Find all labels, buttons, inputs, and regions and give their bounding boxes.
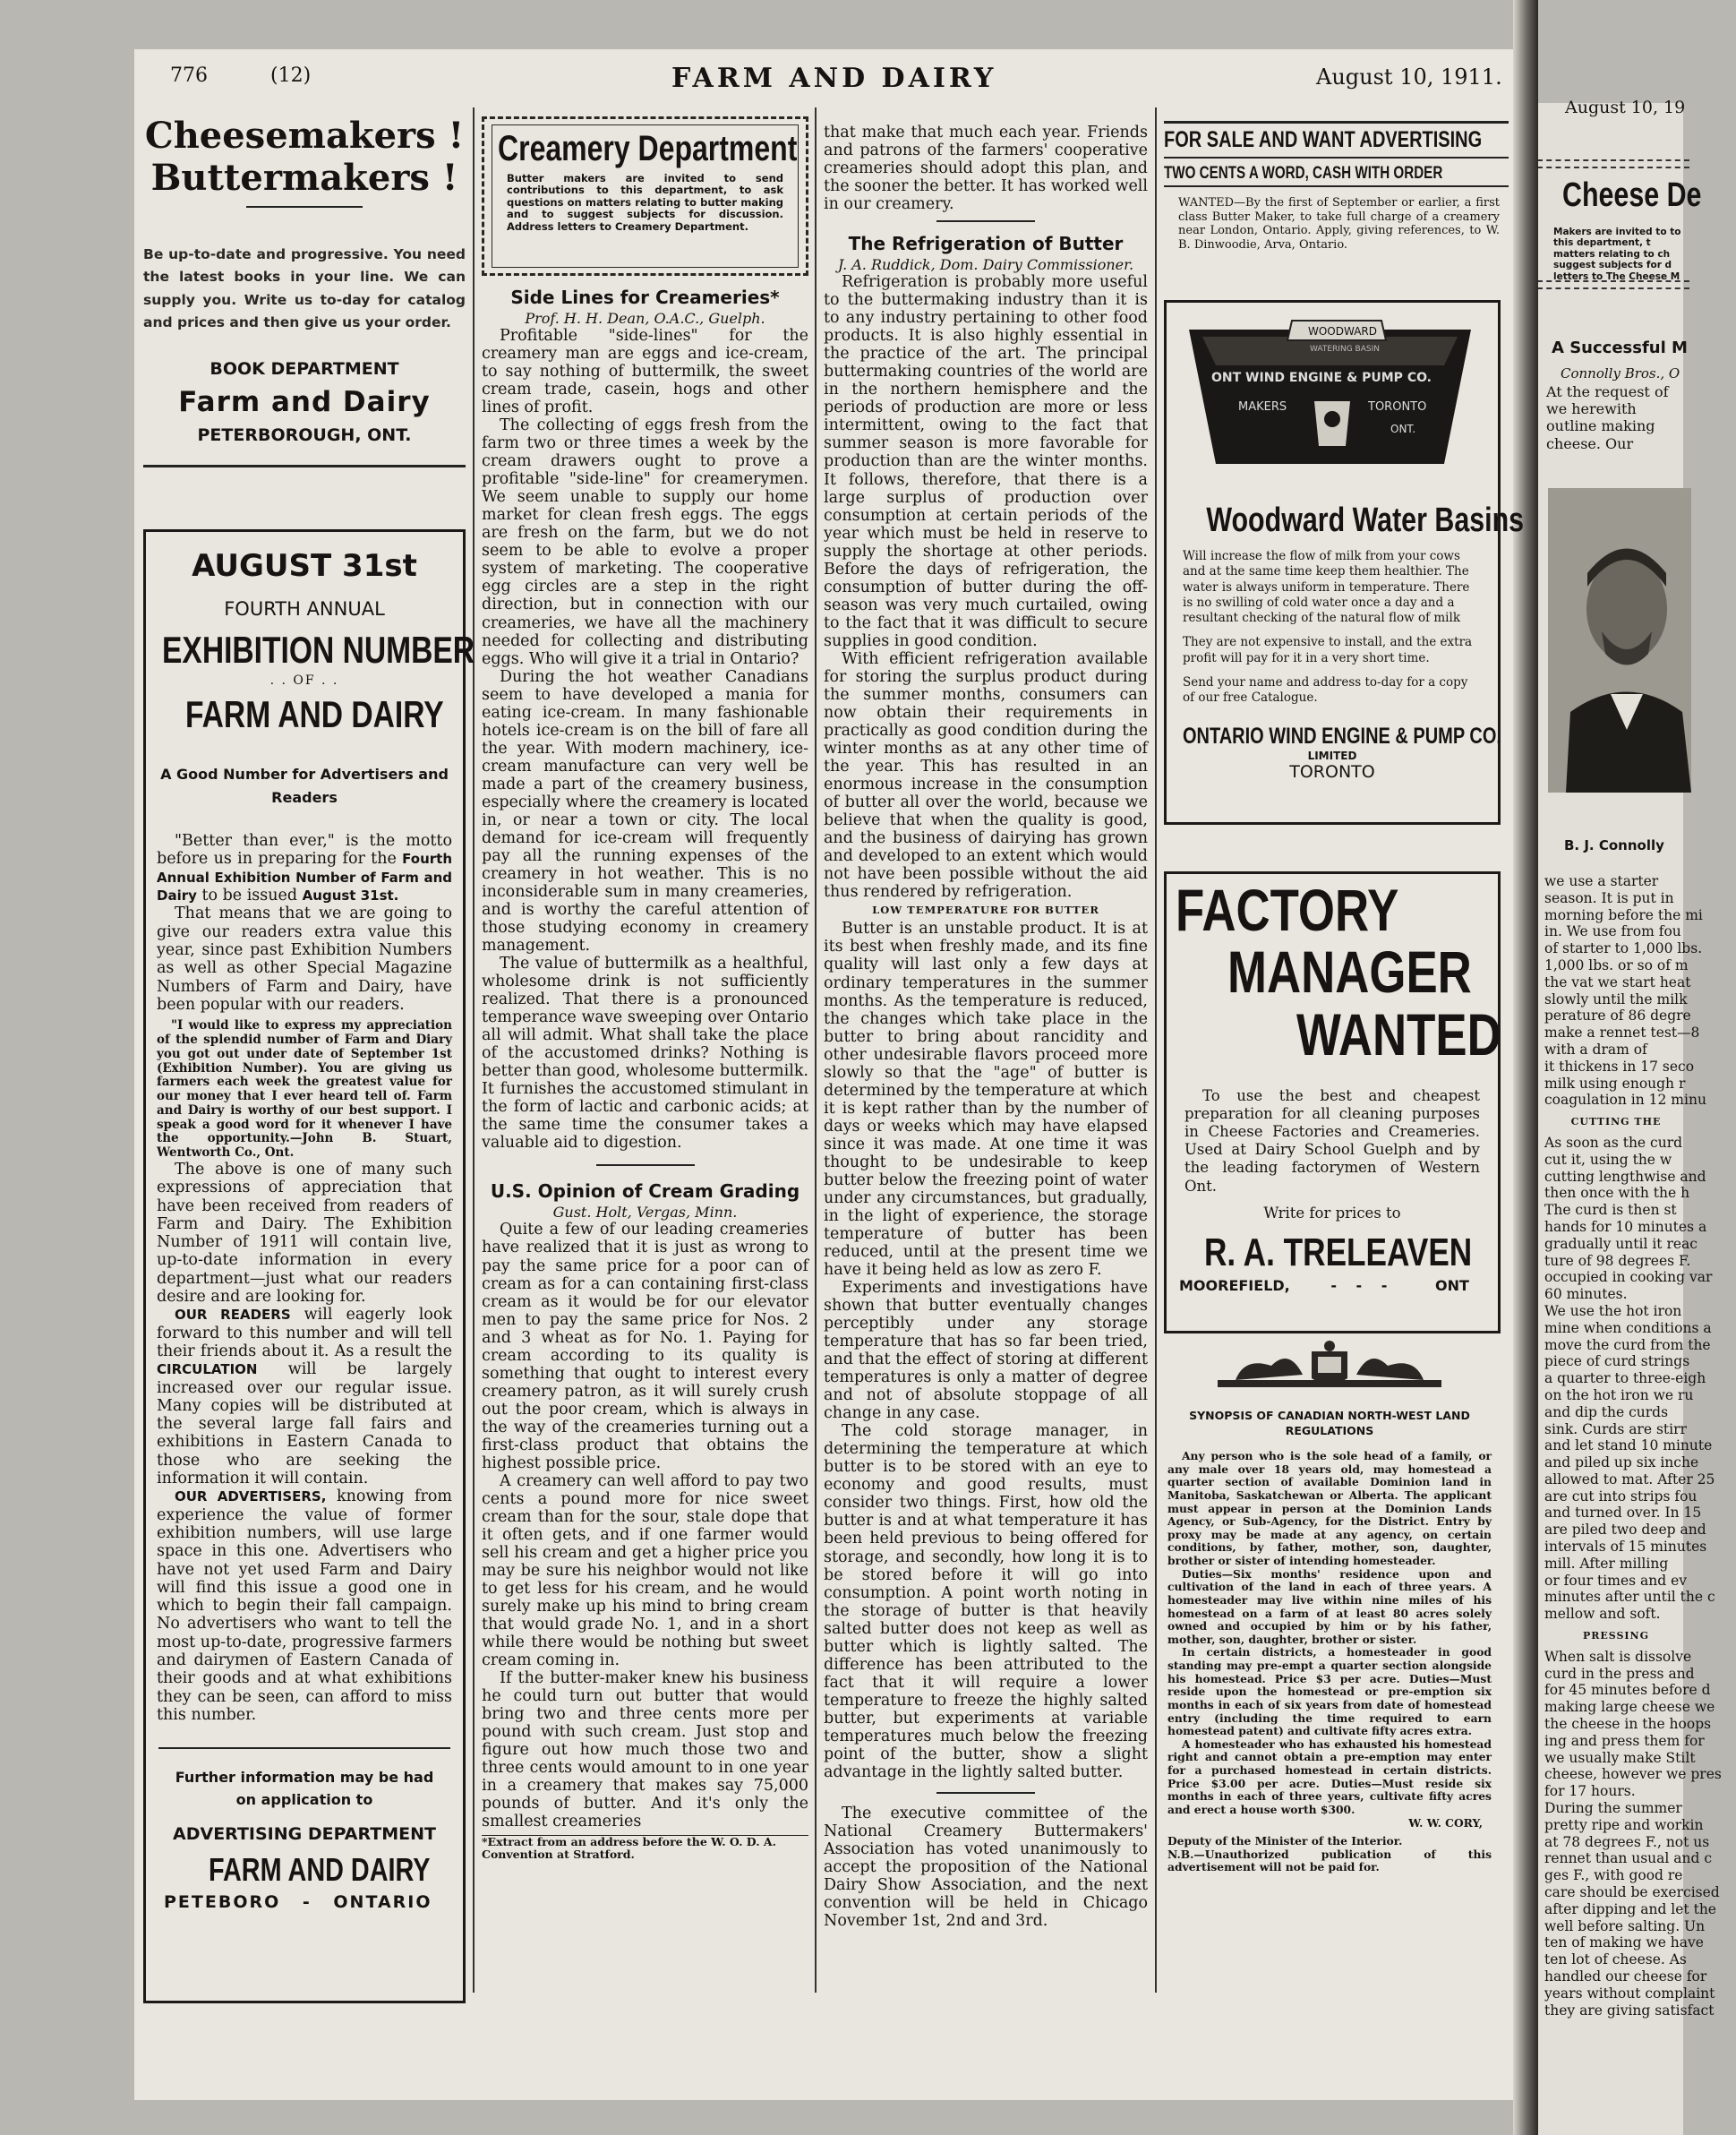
further-info: Further information may be had on application to: [175, 1769, 434, 1808]
text-line: then once with the h: [1544, 1185, 1690, 1202]
column-rule: [473, 107, 475, 1993]
right-article-title: A Successful M: [1552, 339, 1688, 357]
subhead: LOW TEMPERATURE FOR BUTTER: [872, 904, 1099, 917]
adjacent-page-date: August 10, 19: [1565, 98, 1686, 117]
portrait-caption: B. J. Connolly: [1564, 837, 1664, 853]
divider: [936, 1792, 1035, 1794]
factory-text: To use the best and cheapest preparation for all cleaning purposes in Cheese Factories and Creameries. Used at Dairy School Guelph and by the leading factorymen of Western Ont.: [1184, 1086, 1480, 1195]
woodward-text: Will increase the flow of milk from your cows and at the same time keep them healthier. The water is always uniform in temperature. There is no swilling of cold water once a day and a resultant checking of the natural flow of milk: [1183, 549, 1470, 626]
creamery-dept-box: [482, 116, 808, 276]
article-paragraph: A creamery can well afford to pay two cents a pound more for nice sweet cream than for the sour, stale dope that it often gets, and if one farmer would sell his cream and get a higher price you may be sure his neighbor would not like to get less for his cream, and he would surely make up his mind to bring cream that would grade No. 1, and in a short while there would be nothing but sweet cream coming in.: [482, 1471, 808, 1670]
city-dash: -: [302, 1891, 312, 1912]
text-line: of starter to 1,000 lbs.: [1544, 940, 1703, 957]
article-title: The Refrigeration of Butter: [848, 233, 1124, 255]
article-paragraph: During the hot weather Canadians seem to have developed a mania for eating ice-cream. In many fashionable hotels ice-cream is on the bill of fare all the year. With modern machinery, ice-cream manufacture can very well be made a part of the creamery business, especially where the creamery is located in, or near a town or city. The local demand for ice-cream will frequently pay all the running expenses of the creamery in hot weather. This is no inconsiderable sum in many creameries, and is worthy the careful attention of those studying economy in creamery management.: [482, 667, 808, 956]
factory-manager-ad: [1164, 871, 1501, 1333]
text-line: care should be exercised: [1544, 1884, 1720, 1901]
subhead: CUTTING THE: [1570, 1116, 1662, 1128]
creamery-dept-note: Butter makers are invited to send contributions to this department, to ask questions on matters relating to butter making and to suggest subjects for discussion. Address letters to Creamery Department.: [507, 172, 783, 233]
text-line: ture of 98 degrees F.: [1544, 1252, 1691, 1269]
farm-and-dairy-footer: FARM AND DAIRY: [209, 1850, 431, 1888]
divider: [246, 206, 363, 208]
basin-maker: ONT WIND ENGINE & PUMP CO.: [1211, 371, 1432, 385]
text-line: season. It is put in: [1544, 889, 1674, 906]
article-paragraph: If the butter-maker knew his business he could turn out butter that would bring two and three cents more per pound with such cream. Just stop and figure out how much those two and three cents would amount to in one year in a creamery that makes say 75,000 pounds of butter. And it's only the smallest creameries: [482, 1669, 808, 1831]
text-line: cutting lengthwise and: [1544, 1168, 1706, 1185]
write-for-prices: Write for prices to: [1263, 1204, 1401, 1222]
text-line: mine when conditions a: [1544, 1319, 1712, 1336]
text-line: milk using enough r: [1544, 1075, 1686, 1092]
text-line: move the curd from the: [1544, 1336, 1711, 1353]
issue-date: August 10, 1911.: [1316, 64, 1502, 90]
text-line: the cheese in the hoops: [1544, 1716, 1712, 1733]
column-1: [143, 115, 475, 2004]
woodward-text: Send your name and address to-day for a copy of our free Catalogue.: [1183, 674, 1468, 706]
portrait-icon: [1548, 488, 1691, 793]
text-line: morning before the mi: [1544, 906, 1703, 923]
page-gutter-shadow: [1513, 0, 1538, 2135]
article-author: Prof. H. H. Dean, O.A.C., Guelph.: [525, 310, 765, 327]
text-line: a quarter to three-eigh: [1544, 1370, 1706, 1387]
continued-text: that make that much each year. Friends and patrons of the farmers' cooperative creameries should adopt this plan, and the sooner the better. It has worked well in our creamery.: [824, 124, 1148, 214]
text-line: and turned over. In 15: [1544, 1505, 1702, 1522]
box-paragraph-readers: OUR READERS will eagerly look forward to this number and will tell their friends about it. As a result the CIRCULATION will be largely increased over our regular issue. Many copies will be distributed at the several large fall fairs and exhibitions in Eastern Canada to those who are seeking the information it will contain.: [157, 1306, 452, 1488]
article-paragraph: Butter is an unstable product. It is at its best when freshly made, and its fine quality will last only a few days at ordinary temperatures in the summer months. As the temperature is reduced, the changes which take place in the butter to bring about rancidity and other undesirable flavors proceed more slowly so that the "age" of butter is determined by the temperature at which it is kept rather than by the number of days or weeks which may have elapsed since it was made. At one time it was thought to be undesirable to keep butter below the freezing point of water under any circumstances, but gradually, in the light of experience, the storage temperature of butter has been reduced, until at the present time we have it being held as low as zero F.: [824, 920, 1148, 1279]
text-line: gradually until it reac: [1544, 1235, 1698, 1252]
box-paragraph-3: The above is one of many such expressions of appreciation that have been received from readers of Farm and Dairy. The Exhibition Number of 1911 will contain live, up-to-date information in every department—just what our readers desire and are looking for.: [157, 1160, 452, 1307]
article-title: U.S. Opinion of Cream Grading: [490, 1180, 800, 1203]
of-label: . . OF . .: [269, 673, 339, 688]
city: PETERBOROUGH, ONT.: [197, 424, 412, 445]
exhibition-date: AUGUST 31st: [192, 548, 417, 584]
dept-border-bottom: [1537, 280, 1689, 289]
divider: [1164, 185, 1509, 187]
text-line: years without complaint: [1544, 1985, 1715, 2002]
text-line: handled our cheese for: [1544, 1968, 1707, 1985]
city-right: ONTARIO: [333, 1891, 432, 1912]
text-line: We use the hot iron: [1544, 1302, 1682, 1319]
column-3: [824, 124, 1148, 2004]
woodward-text: They are not expensive to install, and the extra profit will pay for it in a very short time.: [1183, 635, 1473, 665]
text-line: cheese, however we pres: [1544, 1766, 1722, 1783]
text-line: for 17 hours.: [1544, 1783, 1636, 1800]
adjacent-page: [1526, 98, 1722, 2135]
text-line: in. We use from fou: [1544, 923, 1681, 940]
text-line: mellow and soft.: [1544, 1606, 1661, 1623]
testimonial-quote: "I would like to express my appreciation of the splendid number of Farm and Diary you got out under date of September 1st (Exhibition Number). You are giving us farmers each week the greatest value for our money that I ever heard tell of. Farm and Dairy is worthy of our best support. I speak a good word for it whenever I have the opportunity.—John B. Stuart, Wentworth Co., Ont.: [157, 1018, 452, 1161]
synopsis-paragraph: In certain districts, a homesteader in good standing may pre-empt a quarter section alongside his homestead. Price $3 per acre. Duties—Must reside upon the homestead or pre-emption six months in each of six years from date of homestead entry (including the time required to earn homestead patent) and cultivate fifty acres extra.: [1167, 1645, 1492, 1738]
article-paragraph: The value of buttermilk as a healthful, wholesome drink is not sufficiently realized. That there is a pronounced temperance wave sweeping over Ontario all will admit. What shall take the place of the accustomed drinks? Nothing is better than good, wholesome buttermilk. It furnishes the accustomed stimulant in the form of lactic and carbonic acids; at the same time the consumer takes a valuable aid to digestion.: [482, 955, 808, 1153]
basin-city: TORONTO: [1368, 400, 1427, 414]
text-line: and let stand 10 minute: [1544, 1437, 1713, 1454]
toronto: TORONTO: [1289, 762, 1375, 783]
text-line: coagulation in 12 minu: [1544, 1092, 1706, 1109]
article-paragraph: Experiments and investigations have shown that butter eventually changes perceptibly under any storage temperature that has so far been tried, and that the effect of storing at different temperatures is only a matter of degree and not of absolute stoppage of all change in any case.: [824, 1279, 1148, 1423]
synopsis-paragraph: Duties—Six months' residence upon and cultivation of the land in each of three years. A homesteader may live within nine miles of his homestead on a farm of at least 80 acres solely owned and occupied by him or by his father, mother, son, daughter, brother or sister.: [1167, 1566, 1492, 1646]
text-line: allowed to mat. After 25: [1544, 1470, 1715, 1488]
box-paragraph-2: That means that we are going to give our readers extra value this year, since past Exhibition Numbers as well as other Special Magazine Numbers of Farm and Dairy, have been popular with our readers.: [157, 905, 452, 1014]
brand-name: Farm and Dairy: [178, 385, 431, 418]
text-line: When salt is dissolve: [1544, 1648, 1692, 1665]
text-line: it thickens in 17 seco: [1544, 1058, 1695, 1075]
text-line: ten of making we have: [1544, 1934, 1704, 1951]
text-line: 1,000 lbs. or so of m: [1544, 956, 1689, 973]
article-author: Gust. Holt, Vergas, Minn.: [552, 1204, 738, 1222]
article-paragraph: Refrigeration is probably more useful to the buttermaking industry than it is to any industry pertaining to other food products. It is also highly essential in the practice of the art. The principal buttermaking countries of the world are in the northern hemisphere and the periods of production are more or less intermittent, owing to the fact that summer season is more favorable for production than are the winter months. It follows, therefore, that there is a large surplus of production over consumption at certain periods of the year which must be held in reserve to supply the shortage at other periods. Before the days of refrigeration, the consumption of butter during the off-season was very much curtailed, owing to the fact that it was difficult to secure supplies in good condition.: [824, 273, 1148, 650]
portrait-photo: [1548, 488, 1691, 793]
page-header: [170, 64, 1522, 100]
cheese-dept-note: Makers are invited to to this department, t matters relating to ch suggest subjects for d letters to The Cheese M: [1553, 227, 1681, 282]
text-line: and dip the curds: [1544, 1403, 1669, 1420]
divider: [143, 465, 466, 467]
book-department: BOOK DEPARTMENT: [210, 358, 399, 379]
synopsis-title: SYNOPSIS OF CANADIAN NORTH-WEST LAND REGULATIONS: [1189, 1409, 1470, 1437]
land-regulations-ad: [1164, 1339, 1495, 1993]
article-paragraph: Profitable "side-lines" for the creamery man are eggs and ice-cream, to say nothing of buttermilk, the sweet cream trade, casein, hogs and other lines of profit.: [482, 327, 808, 417]
text-line: 60 minutes.: [1544, 1286, 1628, 1303]
coat-of-arms-icon: [1218, 1339, 1441, 1402]
limited: LIMITED: [1307, 750, 1357, 763]
right-article-intro: At the request of we herewith outline making cheese. Our: [1546, 383, 1669, 452]
article-author: J. A. Ruddick, Dom. Dairy Commissioner.: [837, 256, 1134, 274]
dept-border-top: [1537, 159, 1689, 168]
text-line: occupied in cooking var: [1544, 1269, 1713, 1286]
text-line: intervals of 15 minutes: [1544, 1539, 1707, 1556]
divider: [158, 1747, 450, 1749]
ad-title-cheesemakers: Cheesemakers !: [144, 115, 465, 157]
address-dots: - - -: [1330, 1276, 1395, 1294]
text-line: and piled up six inche: [1544, 1454, 1699, 1471]
ont: ONT: [1434, 1276, 1469, 1294]
column-rule: [815, 107, 817, 1993]
synopsis-deputy: Deputy of the Minister of the Interior.: [1167, 1834, 1403, 1848]
text-line: well before salting. Un: [1544, 1917, 1706, 1934]
manager-heading: MANAGER: [1227, 939, 1472, 1006]
box-paragraph-1: "Better than ever," is the motto before us in preparing for the Fourth Annual Exhibition Number of Farm and Dairy to be issued August 31st.: [157, 832, 452, 905]
divider: [936, 220, 1035, 222]
text-line: As soon as the curd: [1544, 1134, 1683, 1151]
column-rule: [1155, 107, 1157, 1993]
ad-title-buttermakers: Buttermakers !: [150, 157, 458, 200]
text-line: for 45 minutes before d: [1544, 1682, 1711, 1699]
text-line: curd in the press and: [1544, 1665, 1695, 1682]
article-paragraph: With efficient refrigeration available for storing the surplus product during the summer months, consumers can now obtain their requirements in practically as good condition during the winter months as at any other time of the year. This has resulted in an enormous increase in the consumption of butter all over the world, because we believe that when the quality is good, and the business of dairying has grown and developed to an extent which would not have been possible without the aid thus rendered by refrigeration.: [824, 649, 1148, 902]
exhibition-ad-box: [143, 529, 475, 2003]
fourth-annual: FOURTH ANNUAL: [224, 598, 385, 620]
city-left: PETEBORO: [164, 1891, 281, 1912]
text-line: are piled two deep and: [1544, 1522, 1706, 1539]
text-line: are cut into strips fou: [1544, 1488, 1698, 1505]
column-2: [482, 116, 808, 2006]
text-line: mill. After milling: [1544, 1555, 1669, 1572]
page-number: 776: [170, 64, 208, 87]
advertising-department: ADVERTISING DEPARTMENT: [173, 1823, 436, 1844]
text-line: slowly until the milk: [1544, 990, 1688, 1007]
text-line: at 78 degrees F., not us: [1544, 1833, 1710, 1850]
footnote: *Extract from an address before the W. O. D. A. Convention at Stratford.: [482, 1834, 776, 1861]
box-subtitle: A Good Number for Advertisers and Readers: [160, 766, 449, 806]
synopsis-note: N.B.—Unauthorized publication of this advertisement will not be paid for.: [1167, 1847, 1492, 1874]
text-line: on the hot iron we ru: [1544, 1386, 1694, 1403]
text-line: minutes after until the c: [1544, 1589, 1715, 1606]
synopsis-signature: W. W. CORY,: [1408, 1815, 1483, 1830]
synopsis-paragraph: A homesteader who has exhausted his homestead right and cannot obtain a pre-emption may enter for a purchased homestead in certain districts. Price $3.00 per acre. Duties—Must reside six months in each of three years, cultivate fifty acres and erect a house worth $300.: [1167, 1736, 1492, 1816]
for-sale-subtitle: TWO CENTS A WORD, CASH WITH ORDER: [1164, 164, 1443, 183]
basin-label-1: WOODWARD: [1308, 325, 1377, 338]
for-sale-title: FOR SALE AND WANT ADVERTISING: [1164, 127, 1483, 152]
ontario-wind-engine: ONTARIO WIND ENGINE & PUMP CO.: [1183, 724, 1501, 750]
moorefield: MOOREFIELD,: [1179, 1276, 1290, 1294]
text-line: sink. Curds are stirr: [1544, 1420, 1687, 1437]
classified-ad: WANTED—By the first of September or earlier, a first class Butter Maker, to take full charge of a creamery near London, Ontario. Apply, giving references, to W. B. Dinwoodie, Arva, Ontario.: [1178, 196, 1500, 252]
divider: [596, 1164, 695, 1166]
text-line: make a rennet test—8: [1544, 1025, 1700, 1042]
basin-makers: MAKERS: [1238, 400, 1287, 414]
treleaven-name: R. A. TRELEAVEN: [1204, 1230, 1473, 1274]
cheese-dept-title: Cheese De: [1562, 176, 1702, 214]
text-line: the vat we start heat: [1544, 973, 1691, 990]
text-line: we use a starter: [1544, 873, 1659, 889]
ad-text: Be up-to-date and progressive. You need the latest books in your line. We can supply you. Write us to-day for catalog and prices and then give us your order.: [143, 246, 466, 330]
text-line: hands for 10 minutes a: [1544, 1218, 1707, 1235]
article-title: Side Lines for Creameries*: [510, 287, 780, 308]
text-line: rennet than usual and c: [1544, 1850, 1713, 1867]
creamery-dept-title: Creamery Department: [498, 129, 798, 168]
text-line: ing and press them for: [1544, 1732, 1705, 1749]
text-line: after dipping and let the: [1544, 1900, 1716, 1917]
text-line: cut it, using the w: [1544, 1151, 1672, 1168]
basin-label-2: WATERING BASIN: [1310, 345, 1380, 354]
article-paragraph: The cold storage manager, in determining the temperature at which butter is to be stored with an eye to economy and good results, must consider two things. First, how old the butter is and at what temperature it has been held previous to being offered for storage, and secondly, how long it is to be stored before it will go into consumption. A point worth noting in the storage of butter is that heavily salted butter does not keep as well as butter which is lightly salted. The difference has been attributed to the fact that it will require a lower temperature to freeze the highly salted butter, but experiments at variable temperatures much below the freezing point of the butter, show a slight advantage in the lightly salted butter.: [824, 1422, 1148, 1781]
farm-and-dairy-title: FARM AND DAIRY: [185, 693, 444, 735]
text-line: pretty ripe and workin: [1544, 1816, 1704, 1833]
water-basin-icon: [1176, 312, 1484, 482]
column-4: [1164, 121, 1525, 2002]
woodward-title: Woodward Water Basins: [1206, 502, 1525, 539]
text-line: perature of 86 degre: [1544, 1007, 1691, 1025]
text-line: The curd is then st: [1544, 1202, 1677, 1219]
box-paragraph-advertisers: OUR ADVERTISERS, knowing from experience the value of former exhibition numbers, will use large space in this one. Advertisers who have not yet used Farm and Dairy will find this issue a good one in which to begin their fall campaign. No advertisers who want to tell the most up-to-date, progressive farmers and dairymen of Eastern Canada of their goods and at what exhibitions they can be seen, can afford to miss this number.: [157, 1488, 452, 1724]
basin-ont: ONT.: [1390, 423, 1416, 435]
text-line: with a dram of: [1544, 1041, 1647, 1058]
factory-heading: FACTORY: [1176, 877, 1399, 943]
wanted-heading: WANTED: [1296, 1000, 1501, 1068]
text-line: During the summer: [1544, 1800, 1682, 1817]
text-line: making large cheese we: [1544, 1699, 1715, 1716]
article-paragraph: Quite a few of our leading creameries have realized that it is just as wrong to pay the same price for a poor can of cream as for a can containing first-class cream as it would be for our elevator men to pay the same price for Nos. 2 and 3 wheat as for No. 1. Paying for cream according to its quality is something that ought to interest every creamery patron, as it will surely crush out the poor cream, which is always in the way of the creameries turning out a first-class product that obtains the highest possible price.: [482, 1221, 808, 1472]
text-line: we usually make Stilt: [1544, 1749, 1696, 1766]
text-line: ges F., with good re: [1544, 1867, 1683, 1884]
text-line: they are giving satisfact: [1544, 2002, 1715, 2019]
woodward-ad-box: [1164, 300, 1525, 825]
exhibition-number: EXHIBITION NUMBER: [162, 629, 475, 671]
masthead-title: FARM AND DAIRY: [671, 63, 997, 94]
subhead: PRESSING: [1582, 1630, 1650, 1642]
text-line: piece of curd strings: [1544, 1353, 1690, 1370]
text-line: ten lot of cheese. As: [1544, 1951, 1687, 1968]
section-number: (12): [270, 64, 312, 87]
article-paragraph: The collecting of eggs fresh from the farm two or three times a week by the cream drawers ought to prove a profitable "side-line" for creamerymen. We seem unable to supply our home market for clean fresh eggs. The eggs are fresh on the farm, but we do not seem to be able to evolve a proper system of marketing. The cooperative egg circles are a step in the right direction, but in connection with our creameries, we have all the machinery needed for collecting and distributing eggs. Who will give it a trial in Ontario?: [482, 416, 808, 668]
synopsis-paragraph: Any person who is the sole head of a family, or any male over 18 years old, may homestead a quarter section of available Dominion land in Manitoba, Saskatchewan or Alberta. The applicant must appear in person at the Dominion Lands Agency, or Sub-Agency, for the District. Entry by proxy may be made at any agency, on certain conditions, by father, mother, son, daughter, brother or sister of intending homesteader.: [1167, 1449, 1492, 1567]
text-line: or four times and ev: [1544, 1572, 1687, 1589]
right-article-body: [1544, 873, 1722, 2019]
article-paragraph: The executive committee of the National Creamery Buttermakers' Association has voted unanimously to accept the proposition of the National Dairy Show Association, and the next convention will be held in Chicago November 1st, 2nd and 3rd.: [824, 1804, 1148, 1931]
right-article-author: Connolly Bros., O: [1561, 365, 1680, 382]
